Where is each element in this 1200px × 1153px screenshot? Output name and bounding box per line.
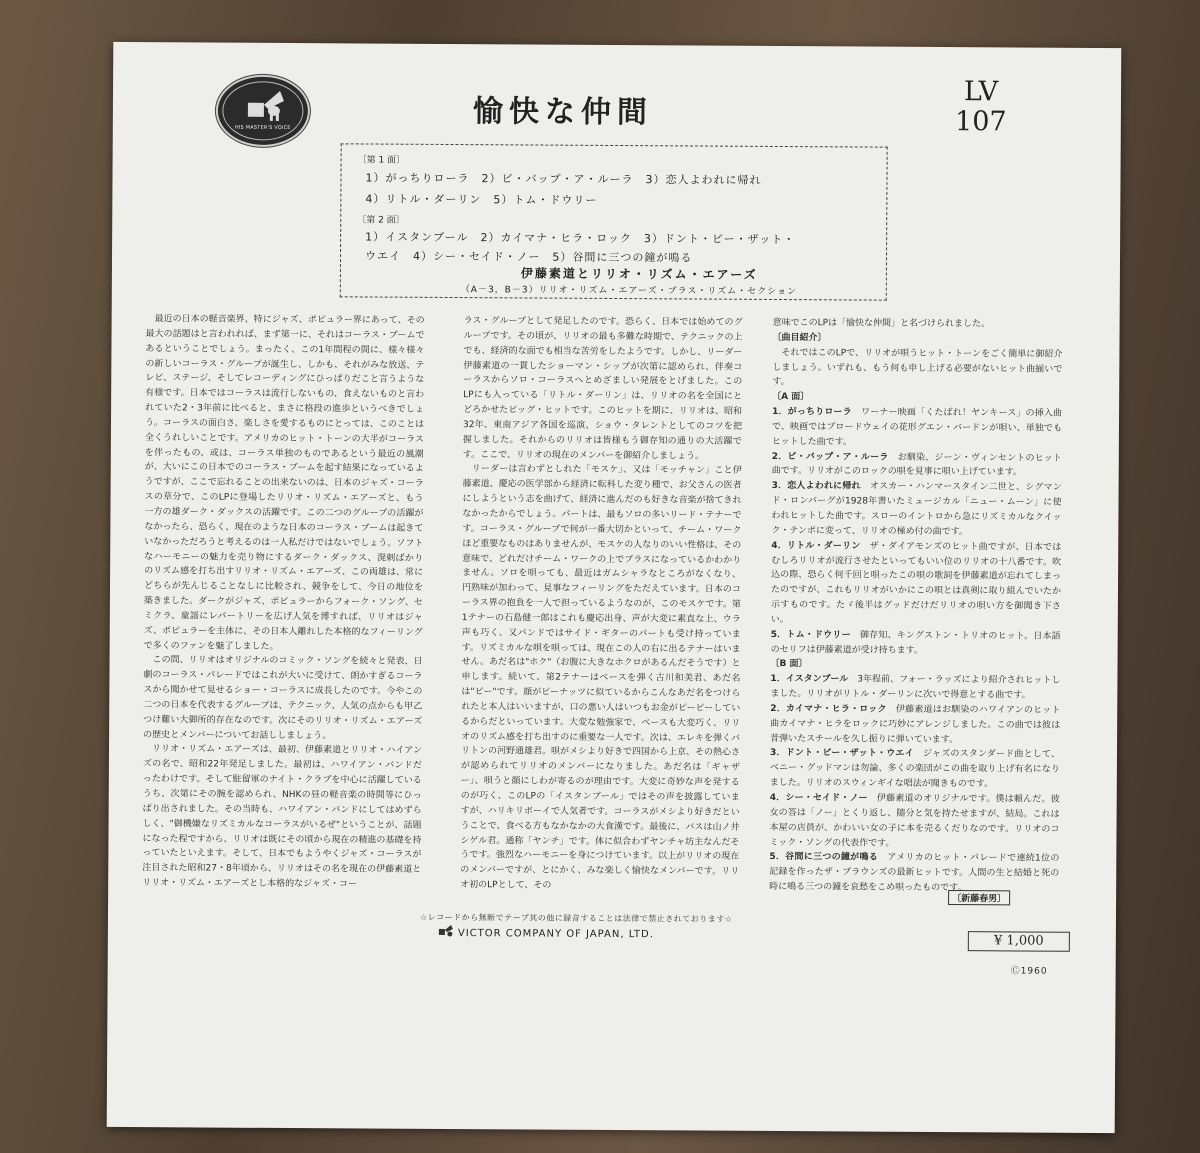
- paragraph: それではこのLPで、リリオが唄うヒット・トーンをごく簡単に御紹介しましょう。いずれも、もう何も申し上げる必要がないヒット曲揃いです。: [772, 347, 1063, 388]
- section-heading: 〔B 面〕: [770, 659, 808, 670]
- track-note: [771, 479, 1061, 540]
- side-b-line-2: ウエイ 4）シー・セイド・ノー 5）谷間に三つの鐘が鳴る: [364, 249, 693, 265]
- track-title: 3．恋人よわれに帰れ: [771, 481, 861, 492]
- logo-text: HIS MASTER'S VOICE: [234, 124, 291, 132]
- liner-notes-column-1: [142, 312, 425, 893]
- track-note: [770, 672, 1060, 703]
- paragraph: リーダーは言わずとしれた「モスケ」、又は「モッチャン」こと伊藤素道、慶応の医学部から経済に転科した変り種で、お父さんの医者にしようという志を曲げて、経済に進んだのも好きな音楽が捨てきれなかったからでしょう。パートは、最もソロの多いリード・テナーです。コーラス・グループで何が一番大切かといって、チーム・ワークほど重要なものはありませんが、モスケの人なりのいい性格は、その意味で、どれだけチーム・ワークの上でプラスになっているかわかりません。ソロを唄っても、最近はガムシャラなところがなくなり、円熟味が加わって、見事なフィーリングをただえています。日本のコーラス界の抱負を一人で担っているようなのが、このモスケです。第1テナーの石島健一郎はこれも慶応出身、声が大変に素直な上、ウラ声も巧く、又バンドではサイド・ギターのパートも受け持っています。リズミカルな唄を唄っては、現在この人の右に出るテナーはいません。あだ名は"ホク"（お腹に大きなホクロがあるんだそうです）と申します。続いて、第2テナーはベースを弾く古川和美君、あだ名は"ピー"です。顔がピーナッツに似ているからこんなあだ名をつけられたと本人はいいますが、口の悪い人はいつもお金がピーピーしているからだといっています。大変な勉強家で、ベースも大変巧く、リリオのリズム感を打ち出すのに重要な一人です。次は、エレキを弾くバリトンの河野通雄君。唄がメシより好きで四国から上京、その熱心さが認められてリリオのメンバーになりました。あだ名は「ギャザー」、唄うと顔にしわが寄るのが理由です。大変に奇妙な声を発するのが巧く、このLPの「イスタンブール」ではその声を披露していますが、ハリキリボーイで人気者です。コーラスがメシより好きだということで、食べる方もなかなかの大食漢です。最後に、バスは山ノ井シゲル君。通称「ヤンチ」です。体に似合わずヤンチャ坊主なんだそうです。強烈なハーモニーを身につけています。以上がリリオの現在のメンバーですが、とにかく、みな楽しく愉快なメンバーです。リリオ初のLPとして、その: [460, 464, 742, 891]
- track-description: ジャズのスタンダード曲として、ベニー・グッドマンは勿論、多くの楽団がこの曲を取り上げ有名になりました。リリオのスウィンギイな唱法が聞きものです。: [769, 749, 1061, 790]
- track-note: [771, 628, 1061, 659]
- track-note: [770, 702, 1060, 748]
- track-title: 4．シー・セイド・ノー: [769, 792, 868, 804]
- his-masters-voice-logo: [216, 75, 310, 148]
- copyright-year: Ⓒ1960: [1010, 966, 1048, 977]
- track-title: 4．リトル・ダーリン: [771, 540, 861, 552]
- paragraph: この間、リリオはオリジナルのコミック・ソングを続々と発表、日劇のコーラス・パレードではこれが大いに受けて、朗かすぎるコーラスから聞かせて見せるショー・コーラスに成長したのです。今やこの二つの日本を代表するグループは、テクニック、人気の点からも甲乙つけ難い大御所的存在なのです。次にそのリリオ・リズム・エアーズの歴史とメンバーについてお話ししましょう。: [143, 655, 423, 741]
- paragraph: ラス・グループとして発足したのです。恐らく、日本では始めてのグループです。その頃が、リリオの最も多難な時期で、テクニックの上でも、経済的な面でも相当な苦労をしたようです。しかし、リーダー伊藤素道の一貫したショーマン・シップが次第に認められ、伴奏コーラスからソロ・コーラスへとめざましい発展をとげました。このLPにも入っている「リトル・ダーリン」は、リリオの名を全国にとどろかせたビッグ・ヒットです。このヒットを期に、リリオは、昭和32年、東南アジア各国を巡演、ショウ・タレントとしてのコツを把握しました。それからのリリオは皆様もう御存知の通りの大活躍です。ここで、リリオの現在のメンバーを御紹介しましょう。: [462, 316, 743, 462]
- gramophone-dog-icon: [218, 77, 308, 146]
- liner-notes-column-2: [460, 314, 743, 895]
- side-a-line-1: 1）がっちりローラ 2）ビ・バップ・ア・ルーラ 3）恋人よわれに帰れ: [365, 171, 762, 187]
- side-a-label: 〔第 1 面〕: [357, 155, 406, 166]
- album-title: 愉快な仲間: [472, 94, 654, 131]
- side-b-line-1: 1）イスタンブール 2）カイマナ・ヒラ・ロック 3）ドント・ビー・ザット・: [365, 230, 796, 247]
- copyright-notice: ☆レコードから無断でテープ其の他に録音することは法律で禁止されております☆: [419, 912, 733, 924]
- section-heading: 〔A 面〕: [772, 392, 810, 403]
- track-description: アメリカのヒット・パレードで連続1位の記録を作ったザ・ブラウンズの最新ヒットです。人間の生と結婚と死の時に鳴る三つの鐘を哀愁をこめ唄ったものです。: [769, 853, 1060, 894]
- track-title: 5．谷間に三つの鐘が鳴る: [769, 852, 879, 863]
- track-list-box: [340, 143, 888, 300]
- track-note: [772, 450, 1062, 481]
- catalog-line-2: 107: [954, 106, 1007, 138]
- catalog-line-1: LV: [963, 76, 999, 108]
- author-credit: 〔新藤春男〕: [948, 890, 1010, 905]
- liner-notes-column-3: [769, 316, 1063, 897]
- company-name: VICTOR COMPANY OF JAPAN, LTD.: [457, 928, 654, 941]
- side-b-label: 〔第 2 面〕: [357, 215, 405, 226]
- side-a-line-2: 4）リトル・ダーリン 5）トム・ドウリー: [365, 192, 598, 207]
- track-note: [772, 405, 1062, 451]
- track-description: 御存知、キングストン・トリオのヒット。日本語のセリフは伊藤素道が受け持ちます。: [770, 630, 1061, 656]
- section-heading: 〔曲目紹介〕: [772, 332, 827, 344]
- performer-name: 伊藤素道とリリオ・リズム・エアーズ: [520, 266, 758, 282]
- track-note: [770, 746, 1060, 792]
- track-title: 2．カイマナ・ヒラ・ロック: [770, 703, 887, 715]
- track-title: 5．トム・ドウリー: [770, 629, 851, 641]
- track-title: 1．がっちりローラ: [772, 407, 852, 418]
- price-box: ¥ 1,000: [968, 931, 1070, 952]
- paragraph: 意味でこのLPは「愉快な仲間」と名づけられました。: [772, 317, 991, 330]
- nipper-dog-icon: [438, 924, 454, 938]
- track-title: 1．イスタンブール: [770, 674, 849, 685]
- track-note: [769, 791, 1059, 852]
- catalog-number: [946, 77, 1016, 137]
- track-description: 伊藤素道はお馴染のハワイアンのヒット曲カイマナ・ヒラをロックに巧妙にアレンジしました。この曲では彼は昔弾いたスチールを久し振りに弾いています。: [770, 704, 1061, 745]
- record-sleeve: [107, 42, 1122, 1133]
- track-note: [771, 539, 1062, 630]
- track-description: ザ・ダイアモンズのヒット曲ですが、日本ではむしろリリオが流行させたといってもいい位のリリオの十八番です。吹込の際、恐らく何千回と唄ったこの唄の歌詞を伊藤素道が忘れてしまったのですが、これもリリオがいかにこの唄とは真剣に取り組んでいたか示すものです。たゞ後半はグッドだけだリリオの唄い方を御聞き下さい。: [770, 541, 1062, 625]
- performer-note: （A－3，B－3）リリオ・リズム・エアーズ・プラス・リズム・セクション: [460, 285, 798, 298]
- track-title: 3．ドント・ビー・ザット・ウエイ: [769, 748, 914, 760]
- track-note: [769, 850, 1059, 896]
- track-title: 2．ビ・バップ・ア・ルーラ: [771, 451, 889, 463]
- track-description: 3年程前、フォー・ラッズにより紹介されヒットしました。リリオがリトル・ダーリンに次いで得意とする曲です。: [770, 674, 1061, 701]
- track-description: お馴染、ジーン・ヴィンセントのヒット曲です。リリオがこのロックの唄を見事に唄い上げています。: [771, 452, 1062, 478]
- track-description: オスカー・ハンマースタイン二世と、シグマンド・ロンバーグが1928年書いたミュージカル「ニュー・ムーン」に使われヒットした曲です。スローのイントロから急にリズミカルなクイック・テンポに変って、リリオの極め付の曲です。: [771, 481, 1062, 537]
- paragraph: 最近の日本の軽音楽界、特にジャズ、ポピュラー界にあって、その最大の話題はと言われれば、まず第一に、それはコーラス・ブームであるということでしょう。まったく、この1年間程の間に、様々様々の新しいコーラス・グループが誕生し、しかも、それがみな放送、テレビ、ステージ、そしてレコーディングにひっぱりだこと言うような有様です。日本ではコーラスは流行しないもの、食えないものと言われていた2・3年前に比べると、まさに格段の進歩というべきでしょう。コーラスの面白さ、楽しさを愛するものにとっては、このことは全くうれしいことです。アメリカのヒット・トーンの大半がコーラスを伴ったもの、或は、コーラス単独のものであるという最近の風潮が、大いにこの日本でのコーラス・ブームを起す結果になっているようですが、ここで忘れることの出来ないのは、日本のジャズ・コーラスの草分で、このLPに登場したリリオ・リズム・エアーズと、もう一方の雄ダーク・ダックスの活躍です。この二つのグループの活躍がなかったら、恐らく、現在のような日本のコーラス・ブームは起きていなかっただろうと考えるのは一人私だけではないでしょう。ソフトなハーモニーの魅力を売り物にするダーク・ダックス、溌剌ばかりのリズム感を打ち出すリリオ・リズム・エアーズ、この両雄は、常にどちらが先んじることなしに比較され、競争をして、今日の地位を築きました。ダークがジャズ、ポピュラーからフォーク・ソング、セミクラ、童謡にレパートリーを広げ人気を博すれば、リリオはジャズ、ポピュラーを主体に、その日本人離れした本格的なフィーリングで多くのファンを魅了しました。: [143, 314, 425, 652]
- track-description: ワーナー映画「くたばれ！ヤンキース」の挿入曲で、映画ではブロードウェイの花形グエン・バードンが唄い、単独でもヒットした曲です。: [771, 407, 1063, 448]
- track-description: 伊藤素道のオリジナルです。僕は頼んだ。彼女の答は「ノー」とくり返し、随分と気を持たせますが、結局。これは本屋の店員が、かわいい女の子に本を売るくだりなのです。リリオのコミック・ソングの代表作です。: [769, 793, 1060, 849]
- paragraph: リリオ・リズム・エアーズは、最初、伊藤素道とリリオ・ハイアンズの名で、昭和22年発足しました。最初は、ハワイアン・バンドだったわけです。そして駐留軍のナイト・クラブを中心に活躍しているうち、次第にその腕を認められ、NHKの昼の軽音楽の時間等にひっぱり出されました。その当時も、ハワイアン・バンドにしてはめずらしく、"御機嫌なリズミカルなコーラスがいるぜ"ということが、話題になった程ですから、リリオは既にその頃から現在の精進の基礎を持っていたといえます。そして、日本でもようやくジャズ・コーラスが注目された昭和27・8年頃から、リリオはその名を現在の伊藤素道とリリオ・リズム・エアーズとし本格的なジャズ・コー: [142, 744, 423, 890]
